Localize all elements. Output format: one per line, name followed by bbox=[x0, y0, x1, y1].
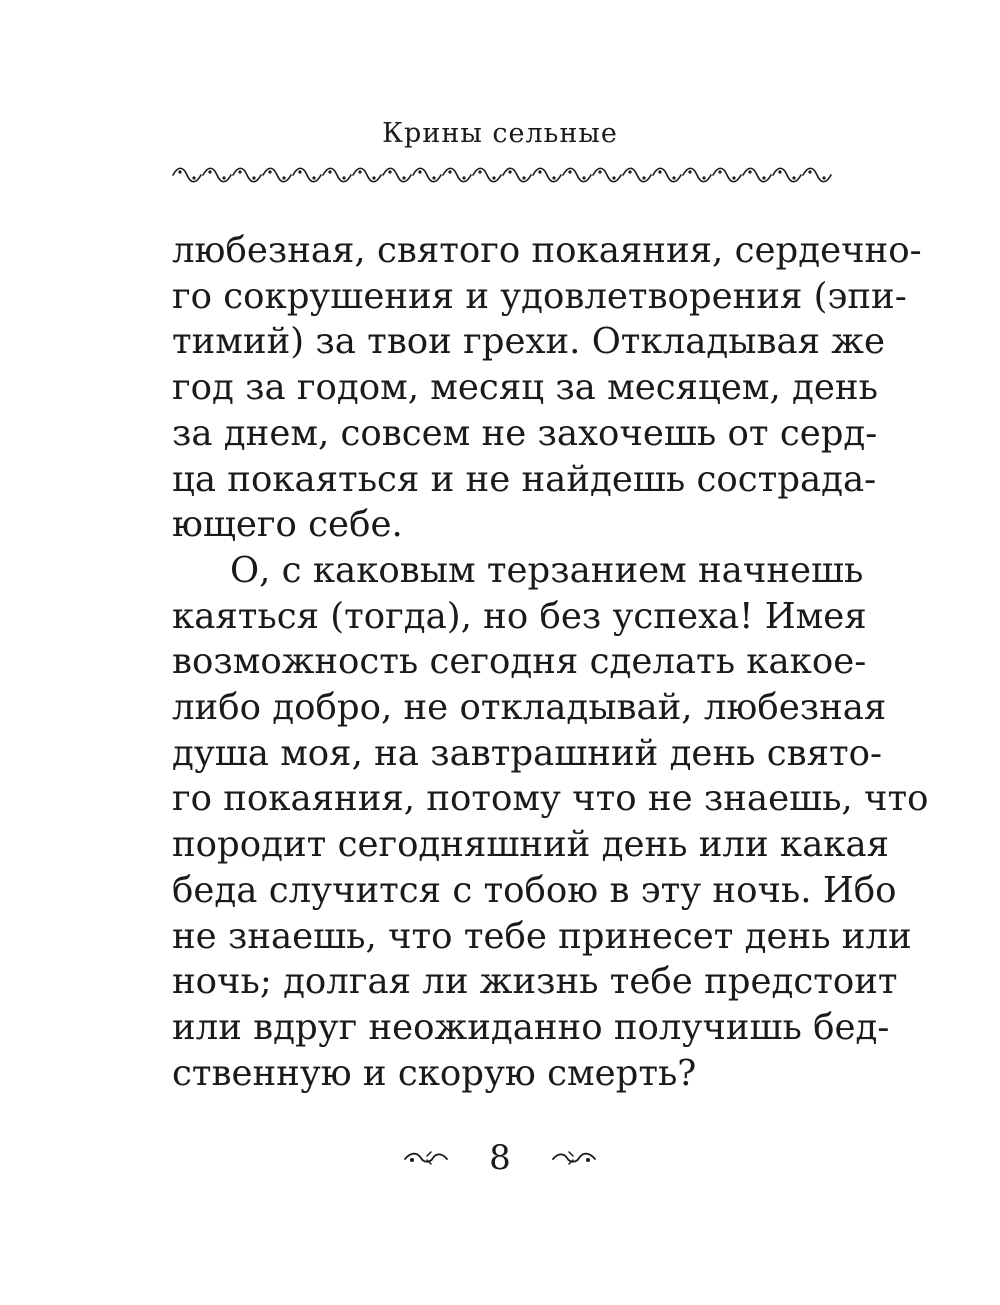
left-flourish-icon bbox=[403, 1148, 449, 1168]
ornament-dot bbox=[628, 170, 631, 173]
ornament-dot bbox=[418, 170, 421, 173]
text-line: за днем, совсем не захочешь от серд- bbox=[172, 412, 878, 454]
text-line: не знаешь, что тебе принесет день или bbox=[172, 915, 912, 957]
text-line: О, с каковым терзанием начнешь bbox=[230, 549, 864, 591]
ornament-dot bbox=[462, 176, 465, 179]
ornament-dot bbox=[238, 170, 241, 173]
ornament-dot bbox=[448, 170, 451, 173]
ornament-dot bbox=[672, 176, 675, 179]
ornament-segment bbox=[233, 168, 261, 182]
ornament-segment bbox=[473, 168, 501, 182]
body-text bbox=[172, 228, 929, 1096]
text-line: ственную и скорую смерть? bbox=[172, 1052, 697, 1094]
ornament-dot bbox=[552, 176, 555, 179]
ornament-dot bbox=[702, 176, 705, 179]
ornament-dot bbox=[568, 170, 571, 173]
ornament-dot bbox=[732, 176, 735, 179]
ornament-dot bbox=[792, 176, 795, 179]
ornament-segment bbox=[653, 168, 681, 182]
ornament-dot bbox=[508, 170, 511, 173]
ornament-dot bbox=[492, 176, 495, 179]
ornament-dot bbox=[658, 170, 661, 173]
ornament-dot bbox=[268, 170, 271, 173]
ornament-segment bbox=[413, 168, 441, 182]
paragraph-1 bbox=[172, 228, 922, 548]
text-line: возможность сегодня сделать какое- bbox=[172, 641, 867, 683]
ornament-segment bbox=[623, 168, 651, 182]
ornament-dot bbox=[598, 170, 601, 173]
ornament-dot bbox=[642, 176, 645, 179]
ornament-segment bbox=[563, 168, 591, 182]
text-line: год за годом, месяц за месяцем, день bbox=[172, 367, 878, 409]
ornament-dot bbox=[372, 176, 375, 179]
ornament-segment bbox=[173, 168, 201, 182]
ornamental-divider bbox=[172, 162, 832, 188]
ornament-segment bbox=[443, 168, 471, 182]
ornament-segment bbox=[353, 168, 381, 182]
ornament-dot bbox=[342, 176, 345, 179]
ornament-dot bbox=[612, 176, 615, 179]
ornament-segment bbox=[383, 168, 411, 182]
ornament-dot bbox=[522, 176, 525, 179]
ornament-dot bbox=[538, 170, 541, 173]
ornament-segment bbox=[773, 168, 801, 182]
ornament-segment bbox=[743, 168, 771, 182]
ornament-dot bbox=[312, 176, 315, 179]
paragraph-2 bbox=[172, 548, 929, 1096]
ornament-dot bbox=[718, 170, 721, 173]
page-footer bbox=[0, 1133, 1000, 1183]
ornament-dot bbox=[282, 176, 285, 179]
ornament-dot bbox=[748, 170, 751, 173]
ornament-segment bbox=[503, 168, 531, 182]
ornament-dot bbox=[478, 170, 481, 173]
ornament-dot bbox=[822, 176, 825, 179]
text-line: или вдруг неожиданно получишь бед- bbox=[172, 1006, 890, 1048]
ornament-segment bbox=[293, 168, 321, 182]
ornament-dot bbox=[688, 170, 691, 173]
ornament-dot bbox=[762, 176, 765, 179]
ornament-segment bbox=[323, 168, 351, 182]
text-line: ночь; долгая ли жизнь тебе предстоит bbox=[172, 961, 898, 1003]
ornament-dot bbox=[192, 176, 195, 179]
ornament-segment bbox=[803, 168, 831, 182]
right-flourish-icon bbox=[551, 1148, 597, 1168]
ornament-dot bbox=[298, 170, 301, 173]
running-header-title: Крины сельные bbox=[382, 118, 618, 149]
ornament-segment bbox=[203, 168, 231, 182]
text-line: беда случится с тобою в эту ночь. Ибо bbox=[172, 869, 897, 911]
text-line: ца покаяться и не найдешь сострада- bbox=[172, 458, 877, 500]
ornament-segment bbox=[263, 168, 291, 182]
ornament-dot bbox=[402, 176, 405, 179]
ornament-dot bbox=[432, 176, 435, 179]
ornament-segment bbox=[683, 168, 711, 182]
text-line: породит сегодняшний день или какая bbox=[172, 824, 890, 866]
ornament-dot bbox=[582, 176, 585, 179]
text-line: тимий) за твои грехи. Откладывая же bbox=[172, 321, 885, 363]
ornament-dot bbox=[178, 170, 181, 173]
ornament-dot bbox=[328, 170, 331, 173]
page-number: 8 bbox=[489, 1138, 511, 1178]
ornament-dot bbox=[388, 170, 391, 173]
ornament-dot bbox=[358, 170, 361, 173]
ornament-segment bbox=[713, 168, 741, 182]
text-line: каяться (тогда), но без успеха! Имея bbox=[172, 595, 867, 637]
text-line: го сокрушения и удовлетворения (эпи- bbox=[172, 275, 907, 317]
ornament-dot bbox=[252, 176, 255, 179]
text-line: любезная, святого покаяния, сердечно- bbox=[172, 230, 922, 271]
text-line: душа моя, на завтрашний день свято- bbox=[172, 732, 882, 774]
text-line: ющего себе. bbox=[172, 504, 403, 546]
text-line: го покаяния, потому что не знаешь, что bbox=[172, 778, 929, 820]
text-line: либо добро, не откладывай, любезная bbox=[172, 687, 887, 729]
ornament-dot bbox=[808, 170, 811, 173]
ornament-segment bbox=[593, 168, 621, 182]
ornament-dot bbox=[222, 176, 225, 179]
ornament-segment bbox=[533, 168, 561, 182]
ornament-dot bbox=[778, 170, 781, 173]
ornament-dot bbox=[208, 170, 211, 173]
